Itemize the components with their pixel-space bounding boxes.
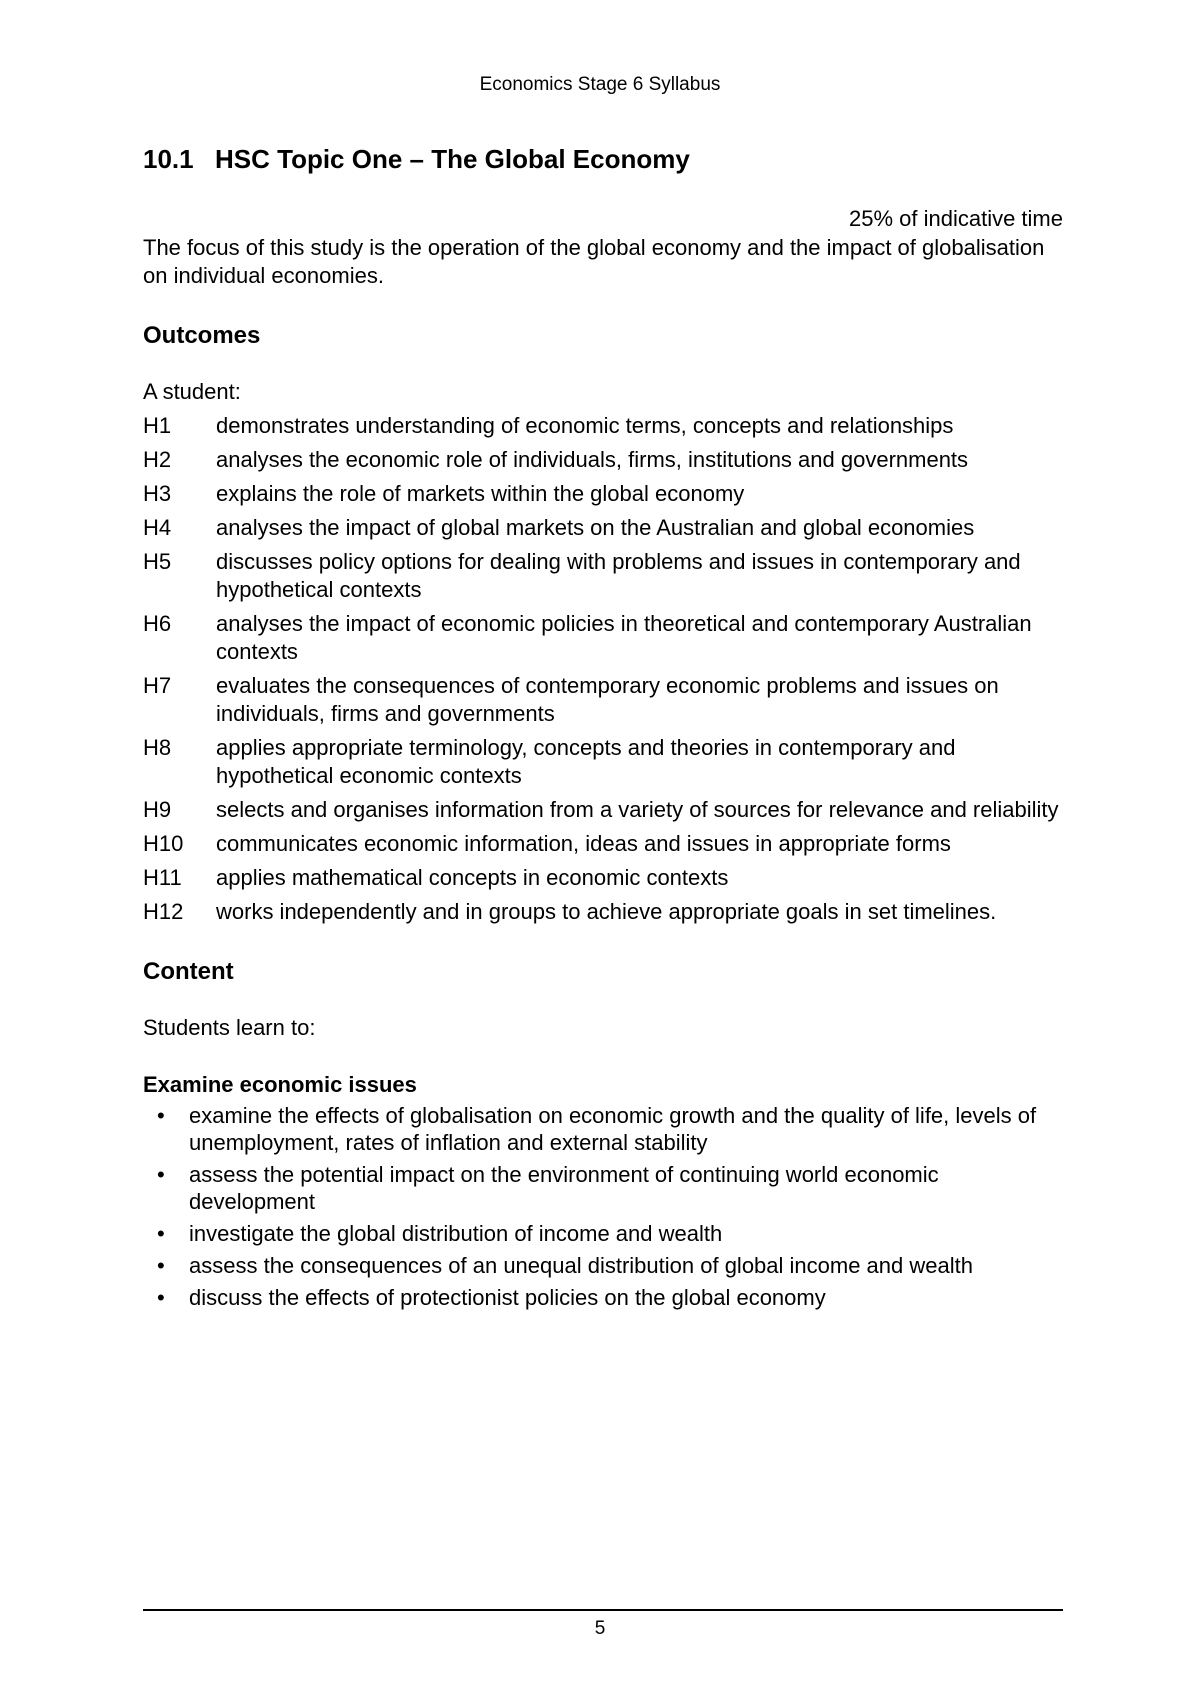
bullet-text: investigate the global distribution of income and wealth — [189, 1221, 723, 1246]
outcomes-heading: Outcomes — [143, 322, 261, 349]
outcome-text: demonstrates understanding of economic terms, concepts and relationships — [216, 413, 954, 438]
outcome-text: analyses the impact of global markets on the Australian and global economies — [216, 515, 975, 540]
outcome-list — [143, 412, 1063, 926]
outcome-item — [143, 830, 1063, 858]
outcome-text: works independently and in groups to achieve appropriate goals in set timelines. — [216, 899, 997, 924]
page-number: 5 — [594, 1618, 606, 1639]
outcome-text: evaluates the consequences of contemporary economic problems and issues on individuals, firms and governments — [216, 673, 999, 726]
outcome-code: H8 — [143, 735, 172, 760]
outcomes-lead: A student: — [143, 379, 241, 404]
outcome-code: H9 — [143, 797, 172, 822]
bullet-text: assess the potential impact on the environment of continuing world economic development — [189, 1162, 939, 1214]
section-title — [143, 142, 1063, 176]
bullet-icon: • — [157, 1162, 165, 1187]
footer-divider — [143, 1609, 1063, 1611]
outcome-code: H6 — [143, 611, 172, 636]
list-item — [143, 1284, 1063, 1311]
outcome-code: H11 — [143, 865, 182, 890]
outcome-item — [143, 864, 1063, 892]
outcome-item — [143, 610, 1063, 666]
outcome-item — [143, 734, 1063, 790]
focus-statement: The focus of this study is the operation of the global economy and the impact of globalisation on individual economies. — [143, 235, 1045, 288]
bullet-icon: • — [157, 1103, 165, 1128]
outcome-code: H12 — [143, 899, 184, 924]
outcome-item — [143, 548, 1063, 604]
outcome-item — [143, 480, 1063, 508]
outcome-item — [143, 412, 1063, 440]
outcome-item — [143, 446, 1063, 474]
outcome-item — [143, 796, 1063, 824]
bullet-icon: • — [157, 1221, 165, 1246]
bullet-text: discuss the effects of protectionist policies on the global economy — [189, 1285, 826, 1310]
bullet-icon: • — [157, 1285, 165, 1310]
outcome-text: selects and organises information from a variety of sources for relevance and reliability — [216, 797, 1059, 822]
outcome-item — [143, 898, 1063, 926]
list-item — [143, 1220, 1063, 1247]
list-item — [143, 1252, 1063, 1279]
outcome-code: H7 — [143, 673, 172, 698]
list-item — [143, 1161, 1063, 1215]
outcome-item — [143, 514, 1063, 542]
outcome-code: H5 — [143, 549, 172, 574]
outcome-code: H1 — [143, 413, 172, 438]
running-header: Economics Stage 6 Syllabus — [479, 74, 721, 95]
bullet-icon: • — [157, 1253, 165, 1278]
outcome-text: applies mathematical concepts in economic contexts — [216, 865, 729, 890]
outcome-code: H2 — [143, 447, 172, 472]
outcome-text: applies appropriate terminology, concepts and theories in contemporary and hypothetical economic contexts — [216, 735, 956, 788]
outcome-code: H4 — [143, 515, 172, 540]
outcome-text: analyses the impact of economic policies in theoretical and contemporary Australian contexts — [216, 611, 1032, 664]
bullet-text: assess the consequences of an unequal distribution of global income and wealth — [189, 1253, 973, 1278]
outcome-item — [143, 672, 1063, 728]
outcome-text: explains the role of markets within the global economy — [216, 481, 745, 506]
bullet-text: examine the effects of globalisation on economic growth and the quality of life, levels of unemployment, rates of inflation and external stability — [189, 1103, 1037, 1155]
content-bullet-list — [143, 1102, 1063, 1311]
page-content — [143, 142, 1063, 1316]
section-number: 10.1 — [143, 144, 194, 174]
content-lead: Students learn to: — [143, 1015, 316, 1040]
content-heading: Content — [143, 958, 234, 985]
section-title-text: HSC Topic One – The Global Economy — [215, 144, 690, 174]
indicative-time: 25% of indicative time — [849, 206, 1063, 231]
outcome-text: analyses the economic role of individuals, firms, institutions and governments — [216, 447, 969, 472]
outcome-text: discusses policy options for dealing with problems and issues in contemporary and hypothetical contexts — [216, 549, 1021, 602]
list-item — [143, 1102, 1063, 1156]
skill-heading: Examine economic issues — [143, 1072, 417, 1097]
outcome-text: communicates economic information, ideas and issues in appropriate forms — [216, 831, 951, 856]
outcome-code: H10 — [143, 831, 184, 856]
outcome-code: H3 — [143, 481, 172, 506]
